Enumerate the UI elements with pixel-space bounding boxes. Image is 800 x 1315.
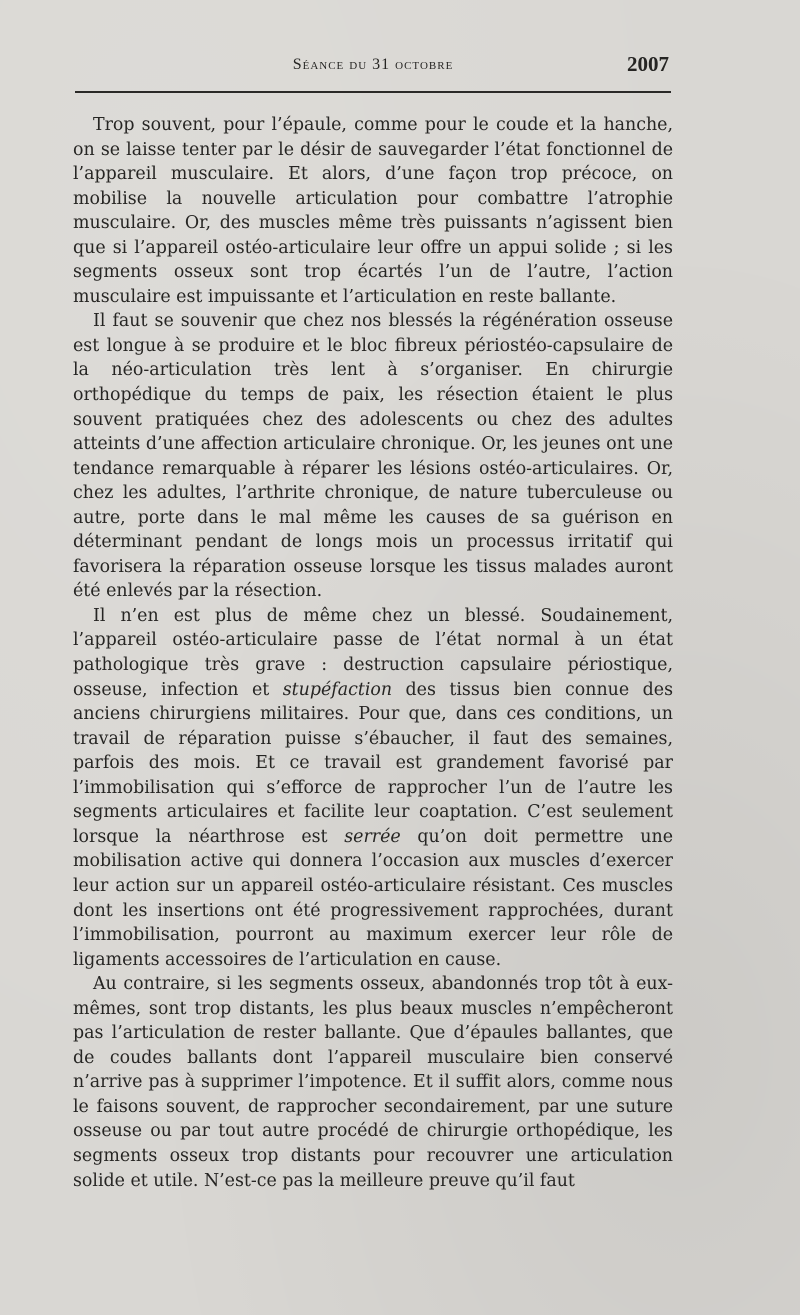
paragraph-3-part-3: qu’on doit permettre une mobilisation active qui donnera l’occasion aux muscles d’exercer leur action sur un appareil ostéo-articulaire résistant. Ces muscles dont les insertions ont été progressivement rapprochées, durant l’immobilisation, pourront au maximum exercer leur rôle de ligaments accessoires de l’articulation en cause. xyxy=(73,826,673,970)
italic-stupefaction: stupéfaction xyxy=(282,679,393,700)
page-number: 2007 xyxy=(627,52,669,76)
running-title-part2: octobre xyxy=(395,56,454,73)
running-title xyxy=(75,56,671,74)
header-rule xyxy=(75,91,671,93)
paragraph-3 xyxy=(73,604,673,972)
paragraph-4: Au contraire, si les segments osseux, abandonnés trop tôt à eux-mêmes, sont trop distants, les plus beaux muscles n’empêcheront pas l’articulation de rester ballante. Que d’épaules ballantes, que de coudes ballants dont l’appareil musculaire bien conservé n’arrive pas à supprimer l’impotence. Et il suffit alors, comme nous le faisons souvent, de rapprocher secondairement, par une suture osseuse ou par tout autre procédé de chirurgie orthopédique, les segments osseux trop distants pour recouvrer une articulation solide et utile. N’est-ce pas la meilleure preuve qu’il faut xyxy=(73,974,673,1191)
paragraph-3-part-2: des tissus bien connue des anciens chirurgiens militaires. Pour que, dans ces conditions, un travail de réparation puisse s’ébaucher, il faut des semaines, parfois des mois. Et ce travail est grandement favorisé par l’immobilisation qui s’efforce de rapprocher l’un de l’autre les segments articulaires et facilite leur coaptation. C’est seulement lorsque la néarthrose est xyxy=(73,679,673,847)
running-title-part1: Séance du xyxy=(292,56,368,73)
paragraph-1: Trop souvent, pour l’épaule, comme pour le coude et la hanche, on se laisse tenter par le désir de sauvegarder l’état fonctionnel de l’appareil musculaire. Et alors, d’une façon trop précoce, on mobilise la nouvelle articulation pour combattre l’atrophie musculaire. Or, des muscles même très puissants n’agissent bien que si l’appareil ostéo-articulaire leur offre un appui solide ; si les segments osseux sont trop écartés l’un de l’autre, l’action musculaire est impuissante et l’articulation en reste ballante. xyxy=(73,115,673,307)
paragraph-3-part-1: Il n’en est plus de même chez un blessé. Soudainement, l’appareil ostéo-articulaire passe de l’état normal à un état pathologique très grave : destruction capsulaire périostique, osseuse, infection et xyxy=(73,605,673,700)
paragraph-2: Il faut se souvenir que chez nos blessés la régénération osseuse est longue à se produire et le bloc fibreux périostéo-capsulaire de la néo-articulation très lent à s’organiser. En chirurgie orthopédique du temps de paix, les résection étaient le plus souvent pratiquées chez des adolescents ou chez des adultes atteints d’une affection articulaire chronique. Or, les jeunes ont une tendance remarquable à réparer les lésions ostéo-articulaires. Or, chez les adultes, l’arthrite chronique, de nature tuberculeuse ou autre, porte dans le mal même les causes de sa guérison en déterminant pendant de longs mois un processus irritatif qui favorisera la réparation osseuse lorsque les tissus malades auront été enlevés par la résection. xyxy=(73,311,673,602)
running-title-number: 31 xyxy=(372,56,391,73)
italic-serree: serrée xyxy=(344,826,401,847)
running-head xyxy=(75,52,671,84)
body-text xyxy=(73,113,673,1193)
